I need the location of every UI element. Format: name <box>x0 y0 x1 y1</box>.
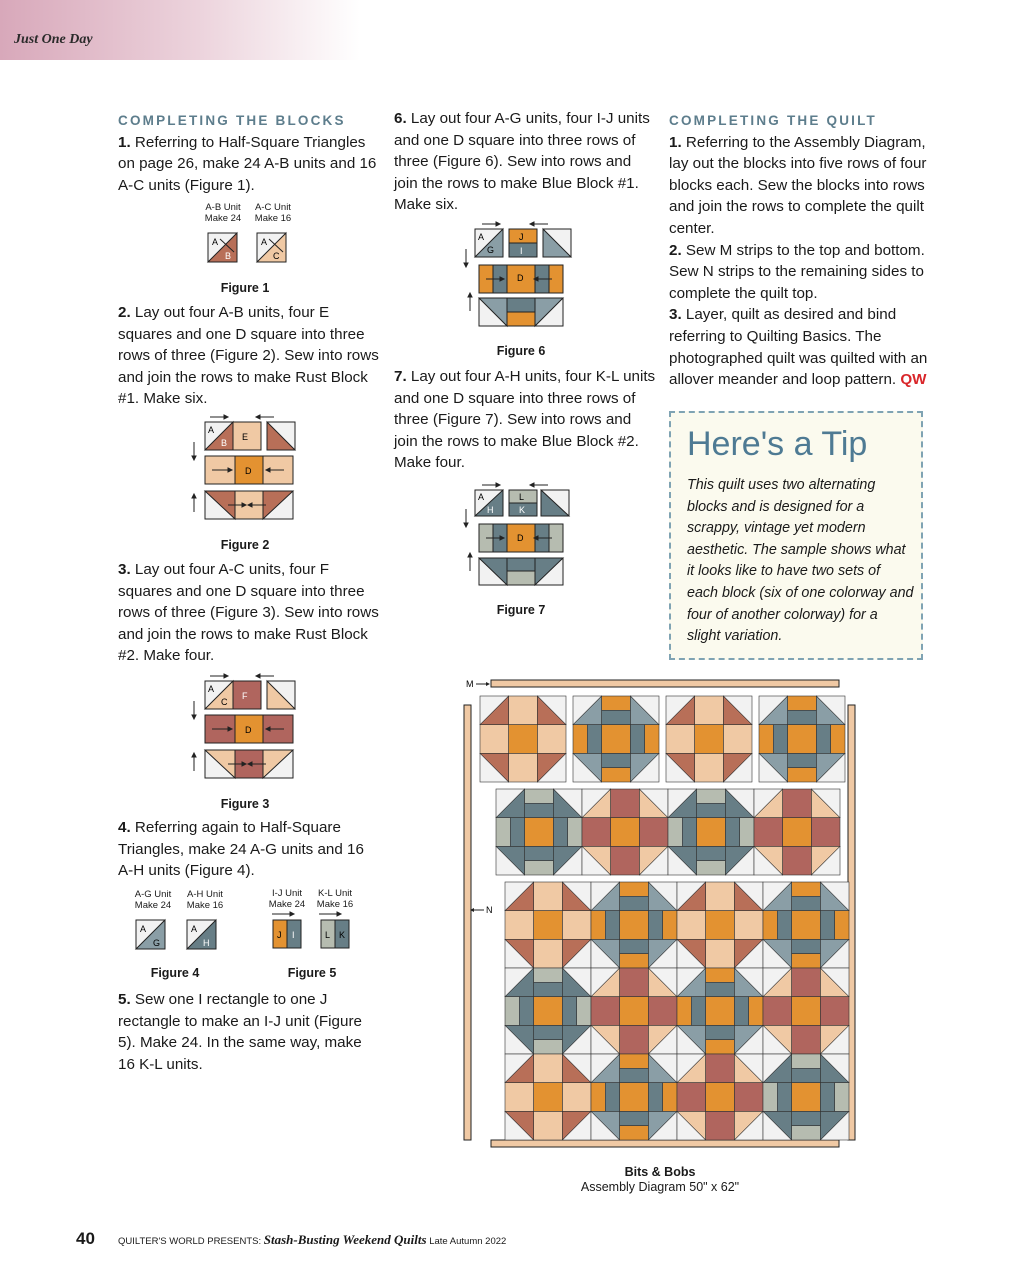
series-title: Stash-Busting Weekend Quilts <box>263 1232 427 1247</box>
step-2 <box>118 302 380 410</box>
step-text: Lay out four A-G units, four I-J units and one D square into three rows of three (Figure 6). Sew into rows and join the rows to make Blue Block #1. Make six. <box>394 110 650 214</box>
assembly-subtitle: Assembly Diagram 50" x 62" <box>580 1180 740 1194</box>
step-text: Lay out four A-B units, four E squares and one D square into three rows of three (Figure 2). Sew into rows and join the rows to make Rust Block #1. Make six. <box>118 304 379 408</box>
column-1-step2 <box>118 302 380 410</box>
figure-1-caption: Figure 1 <box>220 281 270 295</box>
label-a: A <box>208 425 215 435</box>
label-d: D <box>245 725 252 735</box>
tip-title: Here's a Tip <box>687 425 868 463</box>
label-a: A <box>212 237 219 247</box>
tip-text: This quilt uses two alternating blocks and is designed for a scrappy, vintage yet modern aesthetic. The sample shows what it looks like to have two sets of each block (six of one colorway and four of another colorway) for a slight variation. <box>687 477 914 645</box>
step-text: Referring to Half-Square Triangles on page 26, make 24 A-B units and 16 A-C units (Figure 1). <box>118 133 377 194</box>
ab-unit <box>208 233 237 262</box>
unit-name: A-B Unit <box>205 202 241 213</box>
figure-3-caption: Figure 3 <box>220 797 270 811</box>
issue-date: Late Autumn 2022 <box>429 1236 507 1247</box>
step-number: 5. <box>118 991 131 1008</box>
step-text: Referring to the Assembly Diagram, lay out the blocks into five rows of four blocks each. Sew the blocks into rows and join the rows to complete the quilt center. <box>669 133 927 237</box>
label-l: L <box>519 492 525 502</box>
figure-4-caption: Figure 4 <box>150 966 200 980</box>
figure-4-diagram <box>130 916 230 952</box>
column-2-step7 <box>394 366 656 474</box>
label-i: I <box>292 930 295 940</box>
label-k: K <box>339 930 346 940</box>
unit-make: Make 16 <box>316 899 354 910</box>
unit-make: Make 24 <box>134 900 172 911</box>
unit-make: Make 24 <box>268 899 306 910</box>
label-f: F <box>242 691 248 701</box>
magazine-name: QUILTER'S WORLD PRESENTS: <box>118 1236 262 1247</box>
figure-7-diagram <box>458 481 574 589</box>
unit-name: A-H Unit <box>187 889 223 900</box>
figure-6-diagram <box>462 219 574 331</box>
step-5 <box>118 989 380 1075</box>
step-number: 4. <box>118 819 131 836</box>
fig4-unit1-label <box>128 889 178 911</box>
figure-5-caption: Figure 5 <box>287 966 337 980</box>
step-6 <box>394 108 656 216</box>
label-a: A <box>191 924 198 934</box>
assembly-diagram <box>456 672 866 1152</box>
fig5-unit1-label <box>262 888 312 910</box>
label-c: C <box>273 251 280 261</box>
heading-completing-quilt: COMPLETING THE QUILT <box>669 113 877 128</box>
tip-box <box>669 411 923 660</box>
quilt-blocks <box>480 696 849 1140</box>
label-e: E <box>242 432 249 442</box>
step-text: Lay out four A-H units, four K-L units and one D square into three rows of three (Figure 7). Sew into rows and join the rows to make Blue Block #2. Make four. <box>394 368 656 472</box>
step-number: 2. <box>118 304 131 321</box>
label-d: D <box>517 273 524 283</box>
fig1-unit2-label <box>248 202 298 224</box>
column-1-step3 <box>118 559 380 667</box>
step-number: 1. <box>669 133 682 151</box>
n-strip-left <box>464 705 471 1140</box>
fig1-unit1-label <box>198 202 248 224</box>
step-4 <box>118 817 380 882</box>
label-a: A <box>140 924 147 934</box>
figure-2-diagram <box>190 412 300 524</box>
step-text: Lay out four A-C units, four F squares and one D square into three rows of three (Figure 3). Sew into rows and join the rows to make Rust Block #2. Make four. <box>118 561 379 665</box>
label-a: A <box>208 684 215 694</box>
qw-signoff: QW <box>900 371 927 389</box>
step-number: 3. <box>669 306 682 324</box>
column-3 <box>669 110 931 391</box>
column-2-step6 <box>394 108 656 216</box>
page-number: 40 <box>76 1229 95 1248</box>
quilt-step-1 <box>669 132 931 240</box>
unit-make: Make 24 <box>204 213 242 224</box>
m-strip-bottom <box>491 1140 839 1147</box>
unit-name: I-J Unit <box>271 888 303 899</box>
fig5-unit2-label <box>310 888 360 910</box>
step-text: Sew one I rectangle to one J rectangle to make an I-J unit (Figure 5). Make 24. In the same way, make 16 K-L units. <box>118 991 362 1073</box>
label-n: N <box>486 905 493 915</box>
figure-1-diagram <box>200 230 300 266</box>
label-b: B <box>221 438 228 448</box>
quilt-step-2 <box>669 240 931 305</box>
label-h: H <box>487 505 494 515</box>
step-3 <box>118 559 380 667</box>
unit-name: A-C Unit <box>255 202 291 213</box>
figure-7-caption: Figure 7 <box>496 603 546 617</box>
label-i: I <box>520 246 523 256</box>
label-j: J <box>277 930 282 940</box>
quilt-step-3 <box>669 304 931 390</box>
unit-make: Make 16 <box>186 900 224 911</box>
label-j: J <box>519 232 524 242</box>
step-number: 1. <box>118 133 131 151</box>
heading-completing-blocks: COMPLETING THE BLOCKS <box>118 113 346 128</box>
header-band <box>0 0 360 60</box>
label-a: A <box>478 492 485 502</box>
section-title: Just One Day <box>14 32 93 47</box>
figure-2-caption: Figure 2 <box>220 538 270 552</box>
label-a: A <box>261 237 268 247</box>
step-number: 6. <box>394 110 407 127</box>
step-text: Referring again to Half-Square Triangles, make 24 A-G units and 16 A-H units (Figure 4). <box>118 819 364 880</box>
step-text: Sew M strips to the top and bottom. Sew N strips to the remaining sides to complete the quilt top. <box>669 241 925 302</box>
label-c: C <box>221 697 228 707</box>
label-d: D <box>245 466 252 476</box>
step-number: 3. <box>118 561 131 578</box>
column-1-step4 <box>118 817 380 882</box>
unit-make: Make 16 <box>254 213 292 224</box>
ac-unit <box>257 233 286 262</box>
step-number: 2. <box>669 241 682 259</box>
fig4-unit2-label <box>180 889 230 911</box>
label-m: M <box>466 679 474 689</box>
footer-magazine <box>118 1232 506 1248</box>
step-1 <box>118 132 380 197</box>
assembly-title: Bits & Bobs <box>624 1165 696 1179</box>
label-g: G <box>153 938 161 948</box>
label-h: H <box>203 938 210 948</box>
figure-6-caption: Figure 6 <box>496 344 546 358</box>
column-1-top <box>118 110 380 196</box>
label-l: L <box>325 930 331 940</box>
column-1-step5 <box>118 989 380 1075</box>
label-g: G <box>487 245 495 255</box>
unit-name: A-G Unit <box>134 889 172 900</box>
step-number: 7. <box>394 368 407 385</box>
figure-3-diagram <box>190 671 300 783</box>
figure-5-diagram <box>262 910 362 952</box>
unit-name: K-L Unit <box>318 888 352 899</box>
label-k: K <box>519 505 526 515</box>
label-d: D <box>517 533 524 543</box>
label-b: B <box>225 251 232 261</box>
label-a: A <box>478 232 485 242</box>
step-7 <box>394 366 656 474</box>
m-strip-top <box>491 680 839 687</box>
assembly-caption <box>520 1165 800 1195</box>
step-text: Layer, quilt as desired and bind referring to Quilting Basics. The photographed quilt was quilted with an allover meander and loop pattern. <box>669 306 928 389</box>
